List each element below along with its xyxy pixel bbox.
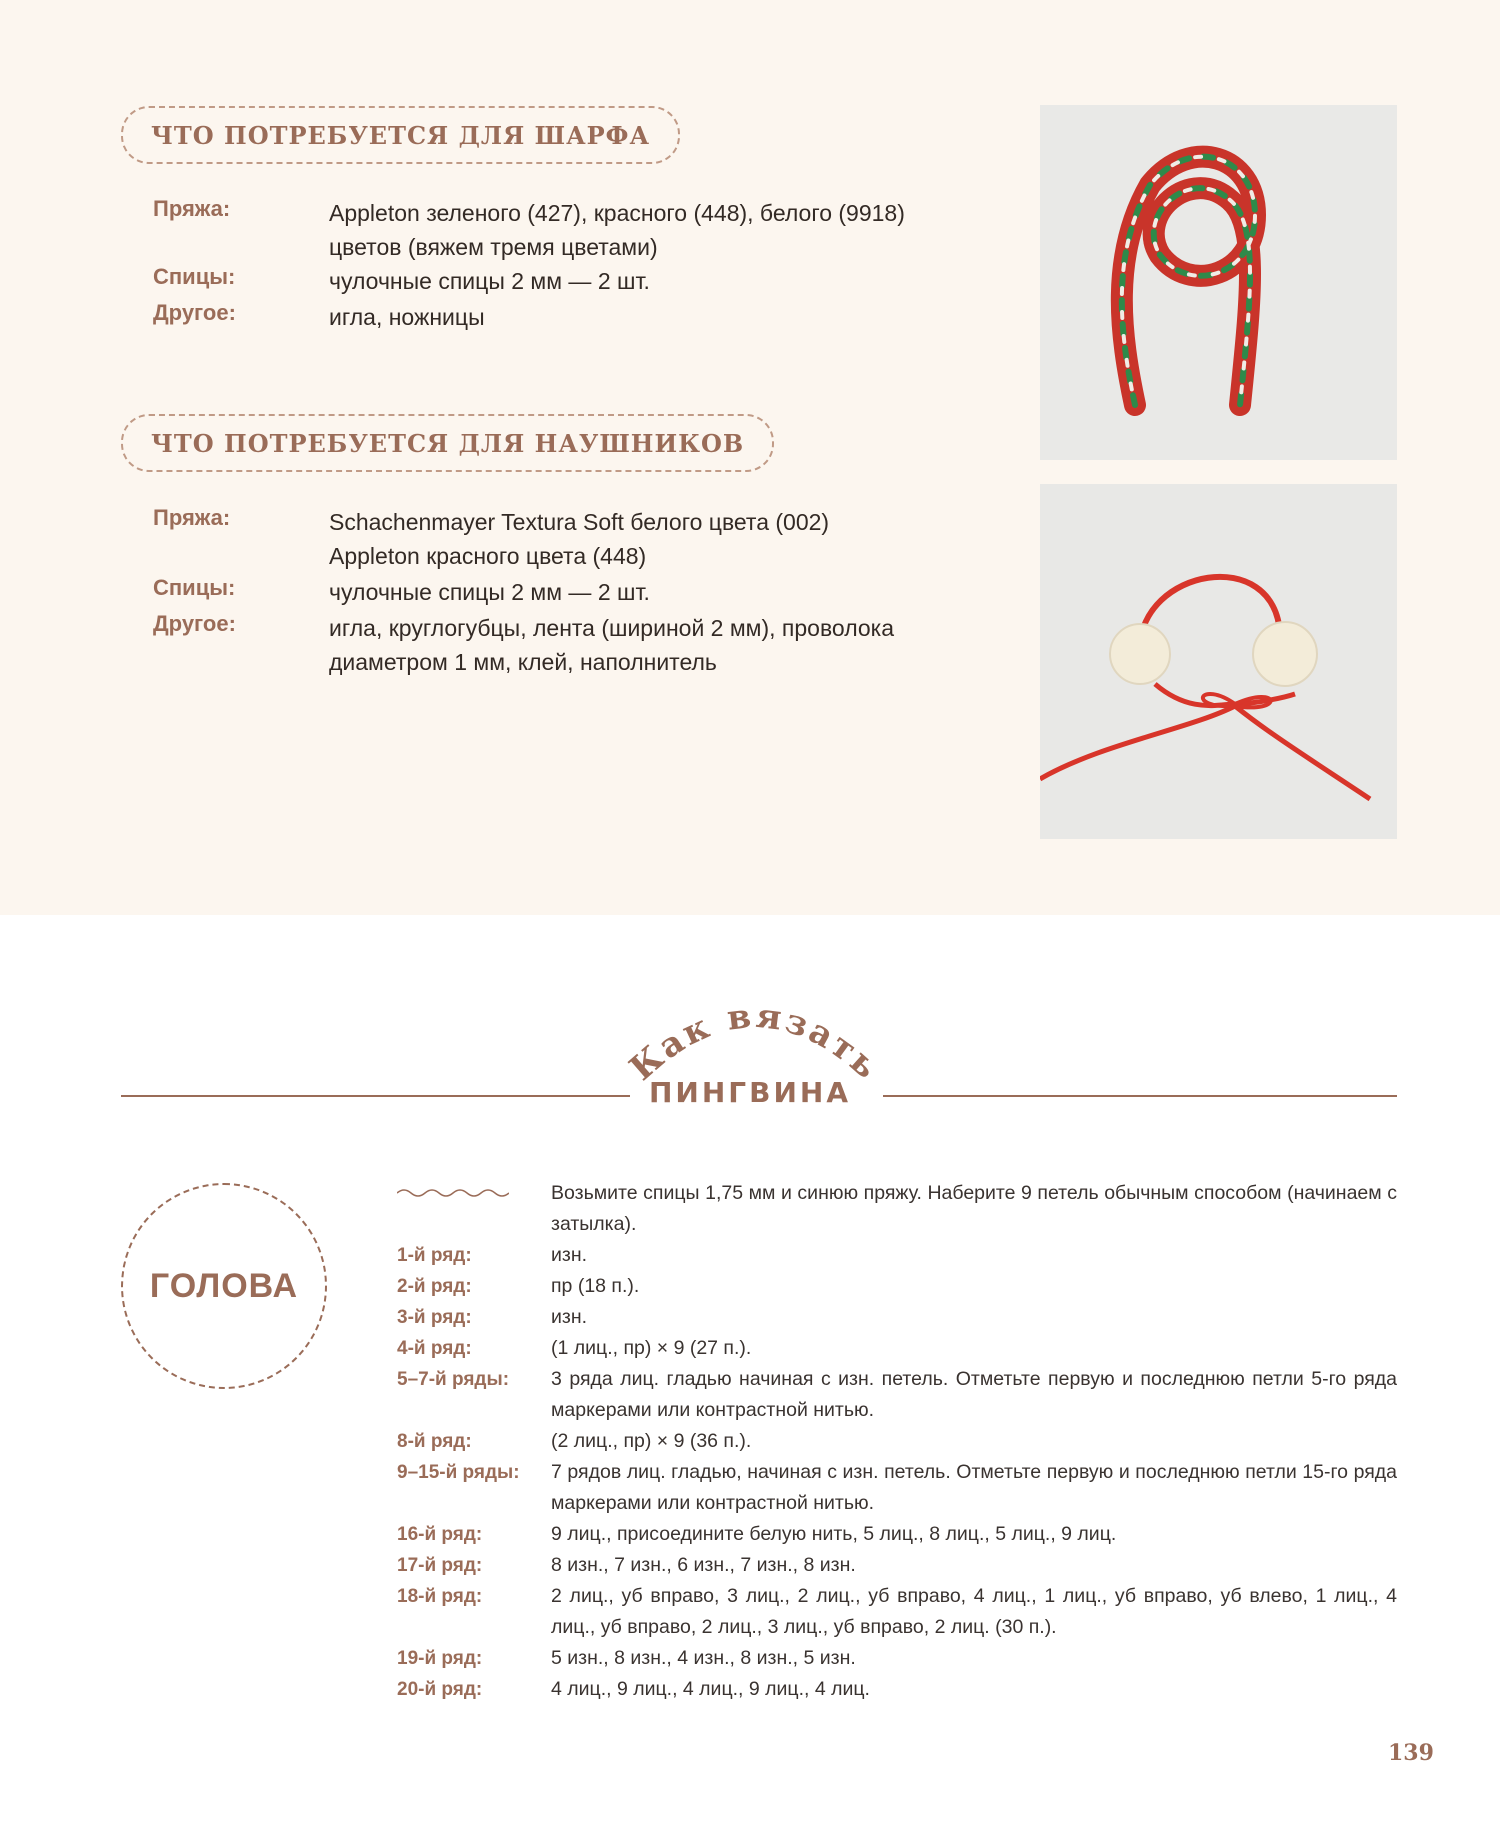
materials-label: Спицы: xyxy=(153,264,236,289)
materials-label: Другое: xyxy=(153,300,236,325)
row-text: 7 рядов лиц. гладью, начиная с изн. петель. Отметьте первую и последнюю петли 15-го ряда маркерами или контрастной нитью. xyxy=(551,1461,1397,1514)
instruction-intro xyxy=(397,1178,1397,1240)
scarf-photo xyxy=(1040,105,1397,460)
instruction-row xyxy=(397,1302,1397,1333)
materials-value: игла, ножницы xyxy=(329,304,485,330)
row-text: 2 лиц., уб вправо, 3 лиц., 2 лиц., уб вправо, 4 лиц., 1 лиц., уб вправо, уб влево, 1 лиц., 4 лиц., уб вправо, 2 лиц., 3 лиц., уб вправо, 2 лиц. (30 п.). xyxy=(551,1585,1397,1638)
title-rule-left xyxy=(121,1095,630,1097)
row-label: 19-й ряд: xyxy=(397,1648,483,1669)
instruction-row xyxy=(397,1643,1397,1674)
how-to-title: ПИНГВИНА xyxy=(648,1076,852,1109)
earmuffs-photo xyxy=(1040,484,1397,839)
row-text: изн. xyxy=(551,1306,588,1328)
section-name: ГОЛОВА xyxy=(149,1266,299,1305)
section-badge xyxy=(121,1183,327,1389)
row-text: 4 лиц., 9 лиц., 4 лиц., 9 лиц., 4 лиц. xyxy=(551,1678,870,1700)
row-label: 8-й ряд: xyxy=(397,1431,472,1452)
row-text: изн. xyxy=(551,1244,588,1266)
earmuffs-illustration xyxy=(1040,484,1397,839)
row-text: 5 изн., 8 изн., 4 изн., 8 изн., 5 изн. xyxy=(551,1647,856,1669)
materials-label: Пряжа: xyxy=(153,505,231,530)
row-label: 9–15-й ряды: xyxy=(397,1462,520,1483)
instruction-row xyxy=(397,1240,1397,1271)
instruction-row xyxy=(397,1457,1397,1519)
materials-row xyxy=(153,575,933,611)
row-label: 20-й ряд: xyxy=(397,1679,483,1700)
earmuffs-materials-heading: ЧТО ПОТРЕБУЕТСЯ ДЛЯ НАУШНИКОВ xyxy=(121,414,774,472)
instruction-row xyxy=(397,1271,1397,1302)
scarf-materials-list xyxy=(153,196,933,336)
materials-label: Пряжа: xyxy=(153,196,231,221)
row-label: 16-й ряд: xyxy=(397,1524,483,1545)
page-number: 139 xyxy=(1388,1740,1434,1766)
svg-text:Как вязать xyxy=(622,996,888,1089)
row-text: 9 лиц., присоедините белую нить, 5 лиц., 8 лиц., 5 лиц., 9 лиц. xyxy=(551,1523,1117,1545)
instruction-row xyxy=(397,1426,1397,1457)
materials-value: игла, круглогубцы, лента (шириной 2 мм), проволока диаметром 1 мм, клей, наполнитель xyxy=(329,615,895,675)
instructions xyxy=(397,1178,1397,1705)
row-label: 5–7-й ряды: xyxy=(397,1369,510,1390)
materials-value: чулочные спицы 2 мм — 2 шт. xyxy=(329,579,650,605)
row-label: 18-й ряд: xyxy=(397,1586,483,1607)
materials-value: чулочные спицы 2 мм — 2 шт. xyxy=(329,268,650,294)
row-text: пр (18 п.). xyxy=(551,1275,640,1297)
instruction-row xyxy=(397,1674,1397,1705)
row-label: 1-й ряд: xyxy=(397,1245,472,1266)
materials-row xyxy=(153,264,933,300)
materials-row xyxy=(153,300,933,336)
row-label: 3-й ряд: xyxy=(397,1307,472,1328)
materials-row xyxy=(153,196,933,264)
intro-text: Возьмите спицы 1,75 мм и синюю пряжу. Наберите 9 петель обычным способом (начинаем с затылка). xyxy=(551,1182,1397,1235)
materials-row xyxy=(153,611,933,679)
materials-value: Schachenmayer Textura Soft белого цвета (002) Appleton красного цвета (448) xyxy=(329,509,830,569)
materials-value: Appleton зеленого (427), красного (448), белого (9918) цветов (вяжем тремя цветами) xyxy=(329,200,905,260)
instruction-row xyxy=(397,1364,1397,1426)
instruction-row xyxy=(397,1581,1397,1643)
how-to-arc-text: Как вязать xyxy=(622,995,888,1089)
instruction-row xyxy=(397,1550,1397,1581)
row-text: (2 лиц., пр) × 9 (36 п.). xyxy=(551,1430,752,1452)
row-text: 3 ряда лиц. гладью начиная с изн. петель. Отметьте первую и последнюю петли 5-го ряда маркерами или контрастной нитью. xyxy=(551,1368,1397,1421)
materials-label: Спицы: xyxy=(153,575,236,600)
scarf-illustration xyxy=(1040,105,1397,460)
row-label: 17-й ряд: xyxy=(397,1555,483,1576)
scarf-materials-heading: ЧТО ПОТРЕБУЕТСЯ ДЛЯ ШАРФА xyxy=(121,106,680,164)
materials-label: Другое: xyxy=(153,611,236,636)
materials-row xyxy=(153,505,933,575)
earmuffs-materials-list xyxy=(153,505,933,679)
row-text: 8 изн., 7 изн., 6 изн., 7 изн., 8 изн. xyxy=(551,1554,856,1576)
row-text: (1 лиц., пр) × 9 (27 п.). xyxy=(551,1337,752,1359)
title-rule-right xyxy=(883,1095,1397,1097)
instruction-row xyxy=(397,1519,1397,1550)
row-label: 4-й ряд: xyxy=(397,1338,472,1359)
row-label: 2-й ряд: xyxy=(397,1276,472,1297)
instruction-row xyxy=(397,1333,1397,1364)
wavy-divider-icon xyxy=(397,1188,509,1198)
